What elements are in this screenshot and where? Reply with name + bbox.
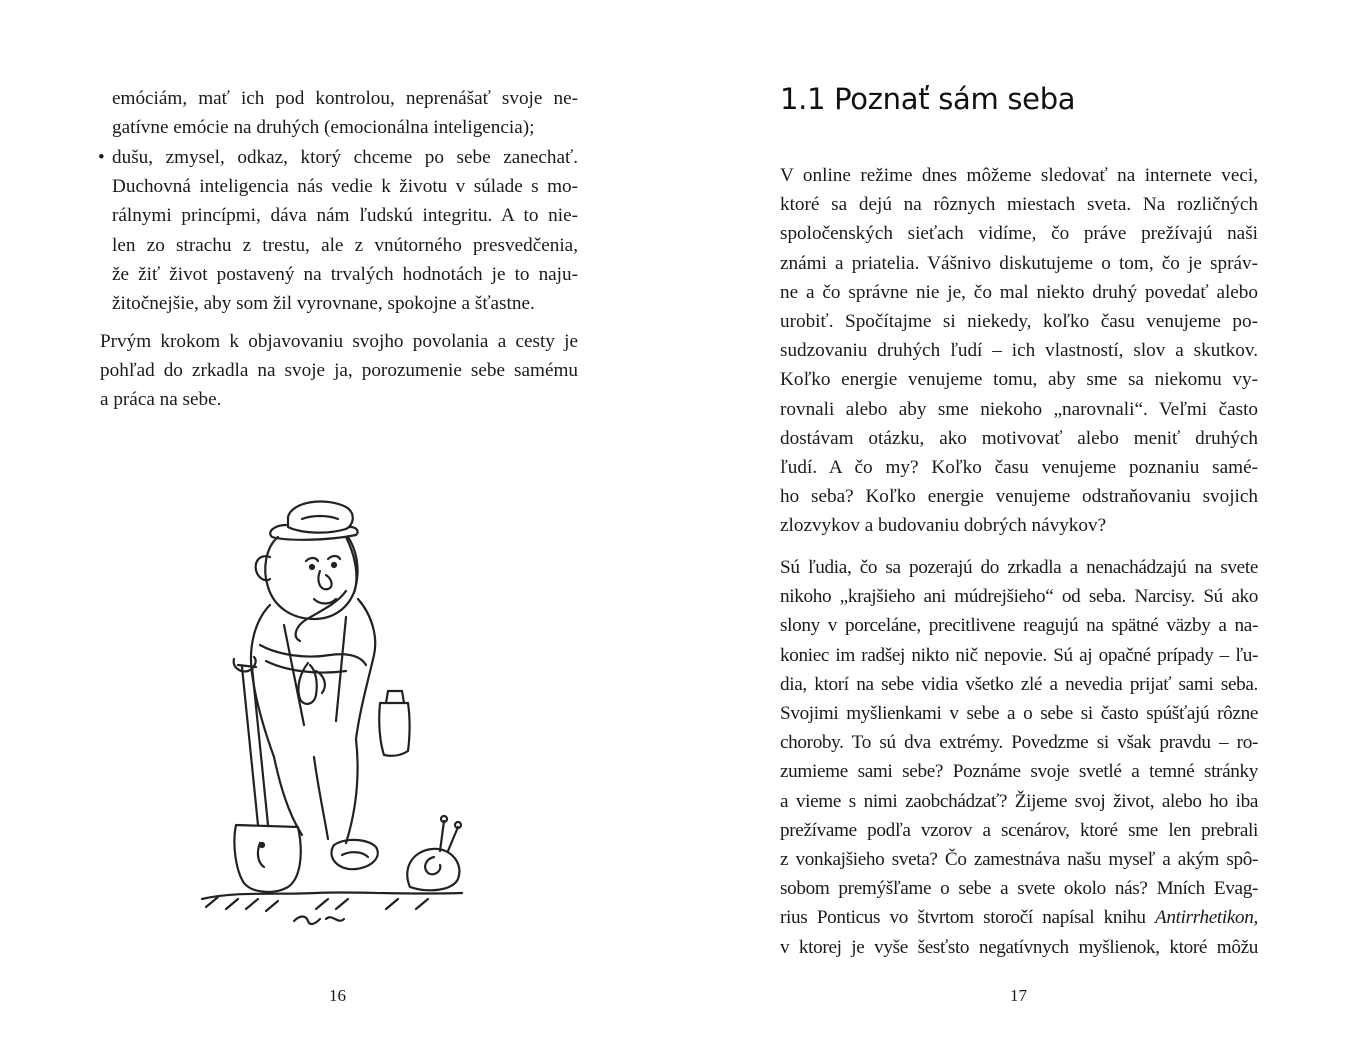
text-line: V online režime dnes môžeme sledovať na internete veci, [780,165,1258,186]
bullet-marker: • [98,147,105,168]
text-line: zlozvykov a budovaniu dobrých návykov? [780,515,1107,537]
text-line: dušu, zmysel, odkaz, ktorý chceme po sebe zanechať. [112,147,578,168]
book-title: Antirrhetikon [1155,907,1254,929]
paragraph-online-mode [780,161,1258,541]
text-line: urobiť. Spočítajme si niekedy, koľko času venujeme po- [780,311,1258,333]
text-line: dia, ktorí na sebe vidia všetko zlé a nevedia prijať sami seba. [780,673,1258,695]
page-number-left: 16 [329,986,346,1005]
text-line: ľudí. A čo my? Koľko času venujeme poznaniu samé- [780,457,1258,479]
text-line: len zo strachu z trestu, ale z vnútorného presvedčenia, [112,234,578,256]
section-heading: 1.1 Poznať sám seba [780,82,1076,116]
text-line: sobom premýšľame o sebe a svete okolo nás? Mních Evag- [780,878,1258,900]
text-line: z vonkajšieho sveta? Čo zamestnáva našu myseľ a akým spô- [780,849,1258,871]
text-line: spoločenských sieťach vidíme, čo práve prežívajú naši [780,223,1258,245]
text-line: a vieme s nimi zaobchádzať? Žijeme svoj život, alebo ho iba [780,790,1258,812]
text-line: gatívne emócie na druhých (emocionálna inteligencia); [112,117,535,139]
bullet-continuation [112,84,578,142]
text-line: sudzovaniu druhých ľudí – ich vlastností, slov a skutkov. [780,340,1258,362]
text-line: prežívame podľa vzorov a scenárov, ktoré sme len prebrali [780,819,1258,841]
text-line: rálnymi princípmi, dáva nám ľudskú integritu. A to nie- [112,205,578,227]
text-line: Prvým krokom k objavovaniu svojho povolania a cesty je [100,331,578,352]
text-line: pohľad do zrkadla na svoje ja, porozumenie sebe samému [100,360,578,382]
text-line: známi a priatelia. Vášnivo diskutujeme o tom, čo je správ- [780,252,1258,274]
paragraph-first-step [100,327,578,415]
text-line: Sú ľudia, čo sa pozerajú do zrkadla a nenachádzajú na svete [780,557,1258,578]
text-line: koniec im radšej nikto nič nepovie. Sú aj opačné prípady – ľu- [780,644,1258,666]
text-line: žitočnejšie, aby som žil vyrovnane, spokojne a šťastne. [112,293,535,315]
text-line-with-title [780,903,1258,932]
text-line: Koľko energie venujeme tomu, aby sme sa niekomu vy- [780,369,1258,391]
text-segment: , [1253,907,1258,929]
text-line: slony v porceláne, precitlivene reagujú na spätné väzby a na- [780,615,1258,637]
text-line: rovnali alebo aby sme niekoho „narovnali“. Veľmi často [780,398,1258,420]
text-line: a práca na sebe. [100,389,222,411]
text-segment: rius Ponticus vo štvrtom storočí napísal knihu [780,907,1156,929]
text-line: emóciám, mať ich pod kontrolou, neprenášať svoje ne- [112,88,578,109]
text-line: Duchovná inteligencia nás vedie k životu v súlade s mo- [112,176,578,198]
left-page [0,0,679,1063]
right-page [679,0,1359,1063]
text-line: Svojimi myšlienkami v sebe a o sebe si často spúšťajú rôzne [780,703,1258,725]
text-line: ktoré sa dejú na rôznych miestach sveta. Na rozličných [780,194,1258,216]
text-line: ne a čo správne nie je, čo mal niekto druhý povedať alebo [780,281,1258,303]
text-line: ho seba? Koľko energie venujeme odstraňovaniu svojich [780,486,1258,508]
text-line: choroby. To sú dva extrémy. Povedzme si však pravdu – ro- [780,732,1258,754]
text-line: zumieme sami sebe? Poznáme svoje svetlé a temné stránky [780,761,1258,783]
text-line: nikoho „krajšieho ani múdrejšieho“ od seba. Narcisy. Sú ako [780,586,1258,608]
paragraph-people-mirror [780,553,1258,962]
gardener-with-spade-icon [196,495,466,935]
text-line: dostávam otázku, ako motivovať alebo meniť druhých [780,427,1258,449]
bullet-item-spiritual [98,143,578,318]
text-line: v ktorej je vyše šesťsto negatívnych myšlienok, ktoré môžu [780,936,1258,958]
page-number-right: 17 [1010,986,1027,1005]
text-line: že žiť život postavený na trvalých hodnotách je to naju- [112,263,578,285]
